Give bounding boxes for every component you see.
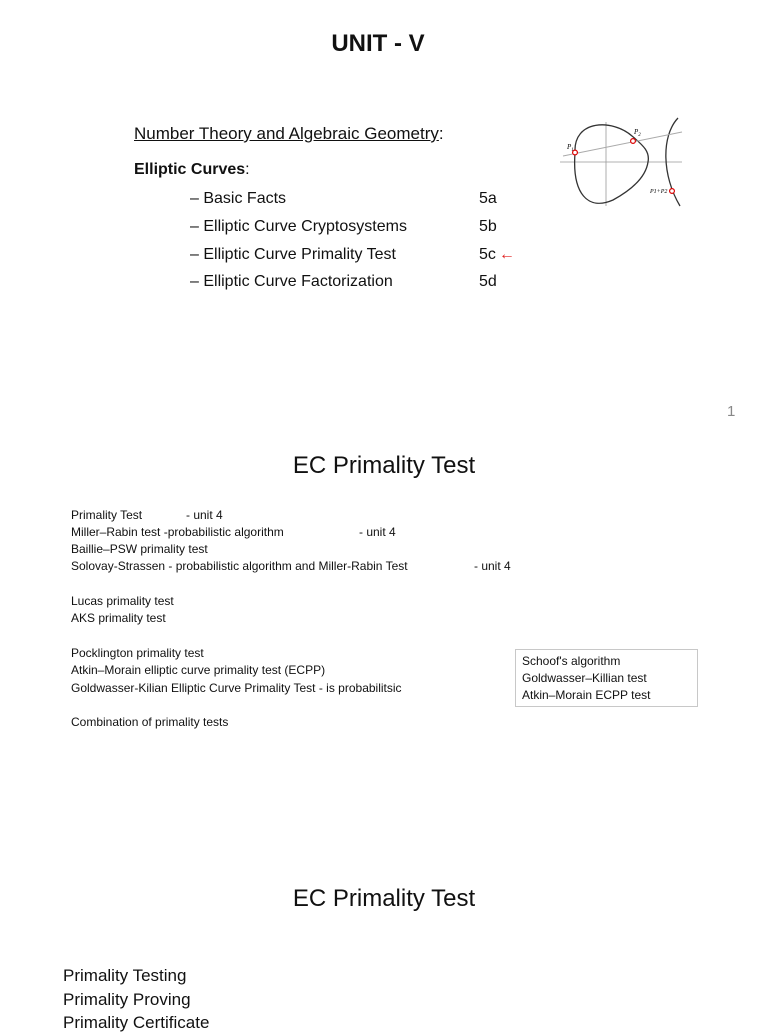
label-p1-plus-p2: P1+P2 [650,189,668,195]
proof-line: Primality Testing [63,966,187,985]
test-note: - unit 4 [186,508,223,522]
subject-heading [134,124,444,144]
topic-item: – Elliptic Curve Factorization [190,273,393,290]
elliptic-curve-figure [558,114,684,210]
box-line: Goldwasser–Killian test [522,671,647,685]
page-number: 1 [727,403,736,420]
test-line: Atkin–Morain elliptic curve primality test (ECPP) [71,663,326,677]
slide2-title: EC Primality Test [292,452,476,479]
topic-item: – Basic Facts [190,190,287,207]
left-arrow-icon: ← [498,246,515,263]
subject-text: Number Theory and Algebraic Geometry [134,124,439,143]
point-sum [670,189,675,194]
subject-colon: : [438,124,444,143]
topic-item: – Elliptic Curve Primality Test [190,246,396,263]
ec-tests-box [515,649,698,707]
label-p2: $P_2$ [634,128,641,138]
proof-line: Primality Certificate [63,1013,210,1032]
test-line [71,559,511,573]
slide3-title: EC Primality Test [292,885,476,912]
test-name: Solovay-Strassen - probabilistic algorithm and Miller-Rabin Test [71,559,408,573]
slide1-title: UNIT - V [331,30,425,57]
topic-code: 5b [479,218,497,235]
test-line [71,525,396,539]
topic-code: 5d [479,273,497,290]
label-p1: $P_1$ [567,143,574,153]
topic-code: 5a [479,190,497,207]
box-line: Schoof's algorithm [522,654,621,668]
secant-line [563,132,682,156]
box-line: Atkin–Morain ECPP test [522,688,651,702]
topic-code-text: 5c [479,246,496,263]
test-line [71,508,223,522]
topic-code-current [479,246,515,264]
test-line: Lucas primality test [71,594,174,608]
test-line: AKS primality test [71,611,166,625]
elliptic-curves-colon: : [245,161,250,178]
test-name: Miller–Rabin test -probabilistic algorithm [71,525,284,539]
test-line: Combination of primality tests [71,715,229,729]
test-line: Goldwasser-Kilian Elliptic Curve Primality Test - is probabilitsic [71,681,402,695]
proof-line: Primality Proving [63,990,191,1009]
test-line: Baillie–PSW primality test [71,542,208,556]
elliptic-curves-heading [134,161,250,179]
test-name: Primality Test [71,508,143,522]
point-p2 [631,139,636,144]
test-note: - unit 4 [359,525,396,539]
elliptic-curves-label: Elliptic Curves [134,161,246,178]
topic-item: – Elliptic Curve Cryptosystems [190,218,407,235]
test-line: Pocklington primality test [71,646,204,660]
test-note: - unit 4 [474,559,511,573]
